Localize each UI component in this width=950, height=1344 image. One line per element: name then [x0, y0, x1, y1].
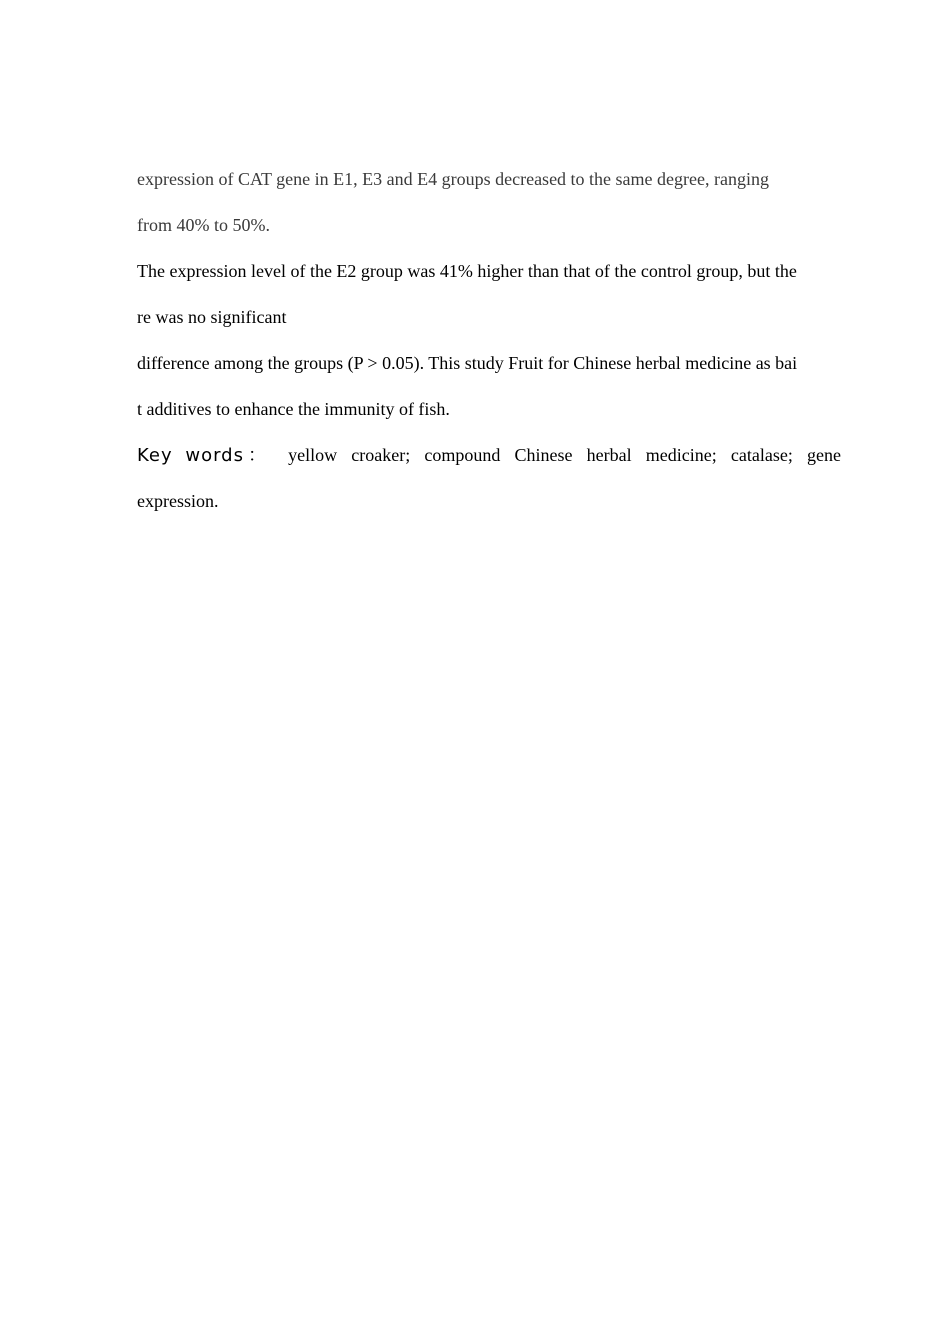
keyword-term: compound	[424, 445, 501, 465]
keyword-term: medicine;	[645, 445, 717, 465]
keywords-line	[137, 440, 841, 486]
keyword-term: gene	[807, 445, 841, 465]
abstract-text	[137, 164, 841, 532]
abstract-line: difference among the groups (P > 0.05). This study Fruit for Chinese herbal medicine as bai	[137, 353, 798, 373]
keyword-term: catalase;	[730, 445, 793, 465]
abstract-line: The expression level of the E2 group was 41% higher than that of the control group, but the	[137, 261, 797, 281]
abstract-line: re was no significant	[137, 307, 287, 327]
abstract-line: expression of CAT gene in E1, E3 and E4 groups decreased to the same degree, ranging	[137, 169, 769, 189]
keywords-label: Key words	[137, 445, 244, 466]
abstract-line: t additives to enhance the immunity of fish.	[137, 399, 450, 419]
keywords-heading	[137, 440, 274, 471]
keyword-term: Chinese	[514, 445, 573, 465]
keywords-continuation: expression.	[137, 491, 219, 511]
keyword-term: yellow	[288, 445, 338, 465]
keyword-term: herbal	[586, 445, 632, 465]
abstract-line: from 40% to 50%.	[137, 215, 270, 235]
keyword-term: croaker;	[351, 445, 411, 465]
keywords-colon: ：	[247, 445, 266, 466]
